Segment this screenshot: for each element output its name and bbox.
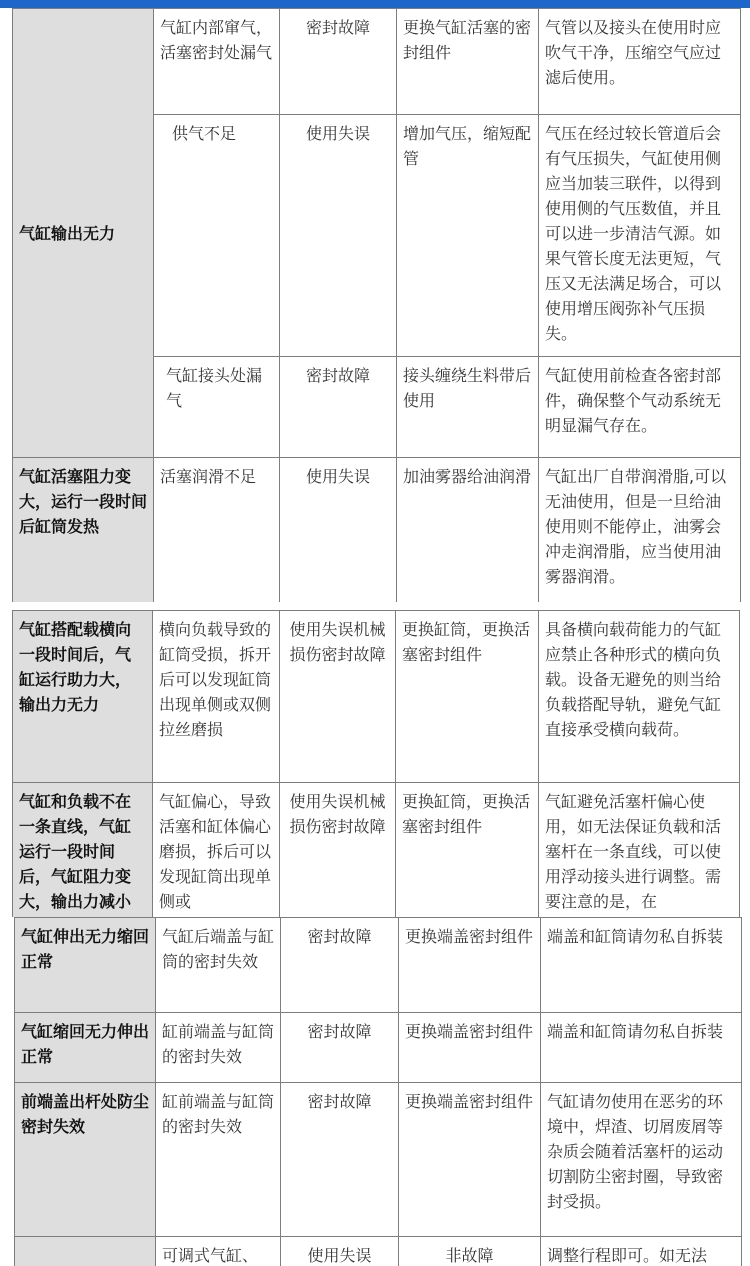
solution-cell: 更换端盖密封组件 xyxy=(399,1013,541,1083)
type-cell: 密封故障 xyxy=(280,9,397,115)
table-row xyxy=(13,611,740,783)
table-row xyxy=(15,1083,742,1237)
solution-cell: 接头缠绕生料带后使用 xyxy=(397,357,539,458)
solution-cell: 更换缸筒，更换活塞密封组件 xyxy=(396,611,539,783)
solution-cell: 增加气压，缩短配管 xyxy=(397,115,539,357)
problem-cell: 前端盖出杆处防尘密封失效 xyxy=(15,1083,156,1237)
table-row xyxy=(15,1013,742,1083)
cause-cell: 气缸偏心，导致活塞和缸体偏心磨损，拆后可以发现缸筒出现单侧或 xyxy=(153,783,280,918)
note-cell: 端盖和缸筒请勿私自拆装 xyxy=(541,1013,742,1083)
table-row xyxy=(15,1237,742,1266)
problem-cell xyxy=(15,1237,156,1266)
solution-cell: 更换端盖密封组件 xyxy=(399,918,541,1013)
solution-cell: 更换气缸活塞的密封组件 xyxy=(397,9,539,115)
type-cell: 使用失误机械损伤密封故障 xyxy=(280,783,396,918)
cause-cell: 缸前端盖与缸筒的密封失效 xyxy=(156,1083,281,1237)
cause-cell: 气缸内部窜气，活塞密封处漏气 xyxy=(154,9,280,115)
solution-cell: 更换缸筒，更换活塞密封组件 xyxy=(396,783,539,918)
table-segment-output-weak xyxy=(0,8,750,457)
type-cell: 密封故障 xyxy=(280,357,397,458)
type-cell: 密封故障 xyxy=(281,1083,399,1237)
table-segment-piston-resistance xyxy=(0,457,750,602)
problem-cell: 气缸输出无力 xyxy=(13,9,154,458)
note-cell: 端盖和缸筒请勿私自拆装 xyxy=(541,918,742,1013)
problem-cell: 气缸活塞阻力变大，运行一段时间后缸筒发热 xyxy=(13,458,154,603)
cause-cell: 缸前端盖与缸筒的密封失效 xyxy=(156,1013,281,1083)
header-strip xyxy=(0,0,750,8)
note-cell: 气管以及接头在使用时应吹气干净，压缩空气应过滤后使用。 xyxy=(539,9,741,115)
problem-cell: 气缸搭配载横向一段时间后，气缸运行助力大，输出力无力 xyxy=(13,611,153,783)
problem-cell: 气缸和负载不在一条直线，气缸运行一段时间后，气缸阻力变大，输出力减小 xyxy=(13,783,153,918)
note-cell: 气缸出厂自带润滑脂,可以无油使用，但是一旦给油使用则不能停止，油雾会冲走润滑脂，应当使用油雾器润滑。 xyxy=(539,458,741,603)
solution-cell: 非故障 xyxy=(399,1237,541,1266)
problem-cell: 气缸伸出无力缩回正常 xyxy=(15,918,156,1013)
cause-cell: 供气不足 xyxy=(154,115,280,357)
cause-cell: 可调式气缸、 xyxy=(156,1237,281,1266)
type-cell: 使用失误 xyxy=(281,1237,399,1266)
type-cell: 使用失误 xyxy=(280,458,397,603)
cause-cell: 气缸后端盖与缸筒的密封失效 xyxy=(156,918,281,1013)
type-cell: 使用失误 xyxy=(280,115,397,357)
cause-cell: 横向负载导致的缸筒受损，拆开后可以发现缸筒出现单侧或双侧拉丝磨损 xyxy=(153,611,280,783)
note-cell: 具备横向载荷能力的气缸应禁止各种形式的横向负载。设备无避免的则当给负载搭配导轨，避免气缸直接承受横向载荷。 xyxy=(539,611,740,783)
note-cell: 气缸使用前检查各密封部件，确保整个气动系统无明显漏气存在。 xyxy=(539,357,741,458)
cause-cell: 气缸接头处漏气 xyxy=(154,357,280,458)
note-cell: 气压在经过较长管道后会有气压损失，气缸使用侧应当加装三联件，以得到使用侧的气压数值，并且可以进一步清洁气源。如果气管长度无法更短，气压又无法满足场合，可以使用增压阀弥补气压损失。 xyxy=(539,115,741,357)
type-cell: 密封故障 xyxy=(281,918,399,1013)
table-segment-lateral-load xyxy=(0,610,750,917)
table-row xyxy=(13,458,741,603)
table-row xyxy=(13,783,740,918)
table-row xyxy=(13,9,741,115)
note-cell: 调整行程即可。如无法 xyxy=(541,1237,742,1266)
type-cell: 密封故障 xyxy=(281,1013,399,1083)
note-cell: 气缸请勿使用在恶劣的环境中，焊渣、切屑废屑等杂质会随着活塞杆的运动切割防尘密封圈，导致密封受损。 xyxy=(541,1083,742,1237)
type-cell: 使用失误机械损伤密封故障 xyxy=(280,611,396,783)
table-segment-partial xyxy=(0,1236,750,1266)
solution-cell: 加油雾器给油润滑 xyxy=(397,458,539,603)
solution-cell: 更换端盖密封组件 xyxy=(399,1083,541,1237)
cause-cell: 活塞润滑不足 xyxy=(154,458,280,603)
table-row xyxy=(15,918,742,1013)
table-segment-end-cap xyxy=(0,917,750,1236)
problem-cell: 气缸缩回无力伸出正常 xyxy=(15,1013,156,1083)
note-cell: 气缸避免活塞杆偏心使用，如无法保证负载和活塞杆在一条直线，可以使用浮动接头进行调整。需要注意的是，在 xyxy=(539,783,740,918)
